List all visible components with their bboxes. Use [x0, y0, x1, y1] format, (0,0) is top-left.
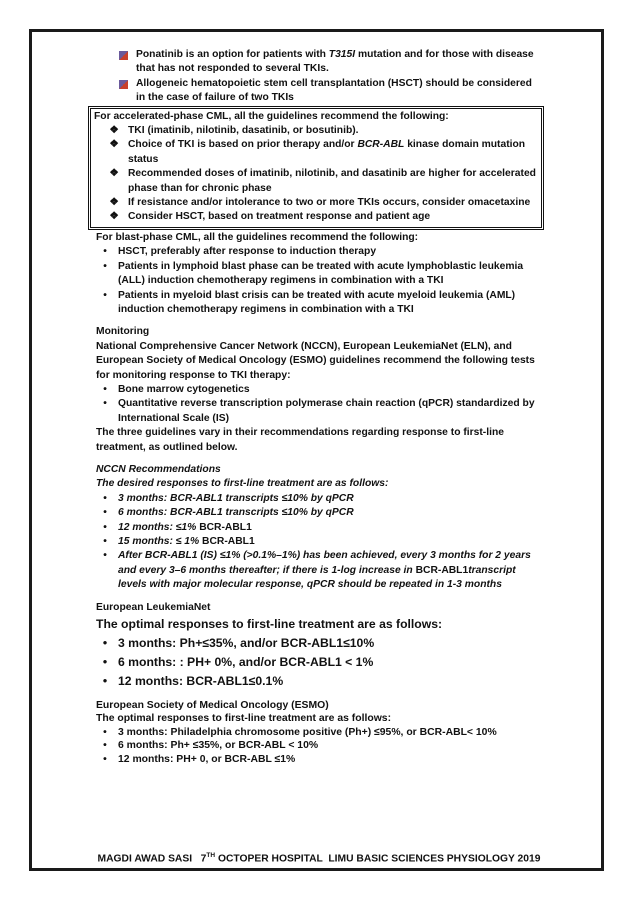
- bullet-icon: •: [103, 536, 107, 547]
- monitoring-title: Monitoring: [96, 326, 150, 338]
- list-item: • Quantitative reverse transcription polymerase chain reaction (qPCR) standardized by International Scale (IS): [96, 397, 542, 426]
- list-item: • 3 months: Ph+≤35%, and/or BCR-ABL1≤10%: [96, 634, 542, 653]
- esmo-title: European Society of Medical Oncology (ESMO): [96, 700, 329, 712]
- diamond-bullet-icon: ❖: [109, 168, 119, 180]
- list-item: • 6 months: Ph+ ≤35%, or BCR-ABL < 10%: [96, 739, 542, 752]
- list-item: • 3 months: Philadelphia chromosome positive (Ph+) ≤95%, or BCR-ABL< 10%: [96, 726, 542, 739]
- list-item: • Bone marrow cytogenetics: [96, 383, 542, 397]
- list-item: • 6 months: : PH+ 0%, and/or BCR-ABL1 < 1%: [96, 653, 542, 672]
- eln-intro: The optimal responses to first-line treatment are as follows:: [96, 617, 443, 632]
- list-item: ❖ Choice of TKI is based on prior therapy and/or BCR-ABL kinase domain mutation status: [109, 139, 526, 165]
- list-item: • Patients in myeloid blast crisis can be treated with acute myeloid leukemia (AML) induction chemotherapy regimens in combination with a TKI: [96, 289, 542, 318]
- bullet-icon: •: [103, 726, 107, 738]
- accelerated-heading: For accelerated-phase CML, all the guidelines recommend the following:: [94, 110, 449, 122]
- bullet-icon: •: [103, 740, 107, 752]
- list-item: • After BCR-ABL1 (IS) ≤1% (>0.1%–1%) has been achieved, every 3 months for 2 years and every 3–6 months thereafter; if there is 1-log increase in BCR-ABL1transcript levels with major molecular response, qPCR should be repeated in 1-3 months: [96, 549, 542, 592]
- bullet-icon: •: [103, 521, 107, 533]
- bullet-icon: •: [103, 398, 107, 410]
- esmo-intro: The optimal responses to first-line treatment are as follows:: [96, 713, 392, 725]
- bullet-icon: •: [103, 507, 107, 519]
- bullet-icon: •: [103, 289, 107, 301]
- list-item: ❖ Consider HSCT, based on treatment response and patient age: [94, 210, 538, 224]
- bullet-icon: •: [102, 636, 108, 651]
- bullet-icon: •: [102, 674, 108, 689]
- bullet-icon: •: [103, 492, 107, 504]
- flag-bullet-icon: [114, 77, 132, 94]
- monitoring-intro: National Comprehensive Cancer Network (NCCN), European LeukemiaNet (ELN), and European Society of Medical Oncology (ESMO) guidelines recommend the following tests for monitoring response to TKI therapy:: [96, 340, 535, 381]
- list-item: • 6 months: BCR-ABL1 transcripts ≤10% by qPCR: [96, 506, 542, 520]
- nccn-intro: The desired responses to first-line treatment are as follows:: [96, 478, 389, 490]
- diamond-bullet-icon: ❖: [109, 125, 119, 137]
- page-footer: MAGDI AWAD SASI 7TH OCTOPER HOSPITAL LIMU BASIC SCIENCES PHYSIOLOGY 2019: [97, 852, 541, 865]
- list-item: • 12 months: BCR-ABL1≤0.1%: [96, 672, 542, 691]
- eln-title: European LeukemiaNet: [96, 601, 211, 613]
- diamond-bullet-icon: ❖: [109, 197, 119, 209]
- blast-heading: For blast-phase CML, all the guidelines recommend the following:: [96, 231, 419, 243]
- bullet-icon: •: [103, 246, 107, 258]
- flag-bullet-icon: [114, 48, 132, 65]
- bullet-icon: •: [103, 753, 107, 765]
- list-item: Ponatinib is an option for patients with T315I mutation and for those with disease that has not responded to several TKIs.: [114, 48, 542, 77]
- bullet-icon: •: [102, 655, 108, 670]
- nccn-title: NCCN Recommendations: [96, 463, 221, 475]
- list-item: • 12 months: PH+ 0, or BCR-ABL ≤1%: [96, 753, 542, 766]
- list-item: Allogeneic hematopoietic stem cell transplantation (HSCT) should be considered in the case of failure of two TKIs: [114, 77, 542, 106]
- list-item: • 3 months: BCR-ABL1 transcripts ≤10% by qPCR: [96, 492, 542, 506]
- list-item: ❖ Recommended doses of imatinib, nilotinib, and dasatinib are higher for accelerated phase than for chronic phase: [109, 168, 536, 194]
- diamond-bullet-icon: ❖: [109, 139, 119, 151]
- bullet-icon: •: [103, 260, 107, 272]
- accelerated-phase-box: [90, 108, 542, 228]
- list-item: • HSCT, preferably after response to induction therapy: [96, 245, 542, 259]
- document-content: [96, 48, 542, 766]
- list-item: • 12 months: ≤1% BCR-ABL1: [96, 521, 542, 535]
- bullet-icon: •: [103, 383, 107, 395]
- bullet-icon: •: [103, 550, 107, 562]
- list-item: • 15 months: ≤ 1% BCR-ABL1: [96, 535, 542, 549]
- monitoring-outro: The three guidelines vary in their recommendations regarding response to first-line treatment, as outlined below.: [96, 427, 504, 453]
- list-item: ❖ TKI (imatinib, nilotinib, dasatinib, or bosutinib).: [94, 124, 538, 138]
- list-item: ❖ If resistance and/or intolerance to two or more TKIs occurs, consider omacetaxine: [94, 196, 538, 210]
- diamond-bullet-icon: ❖: [109, 211, 119, 223]
- list-item: • Patients in lymphoid blast phase can be treated with acute lymphoblastic leukemia (ALL) induction chemotherapy regimens in combination with a TKI: [96, 260, 542, 289]
